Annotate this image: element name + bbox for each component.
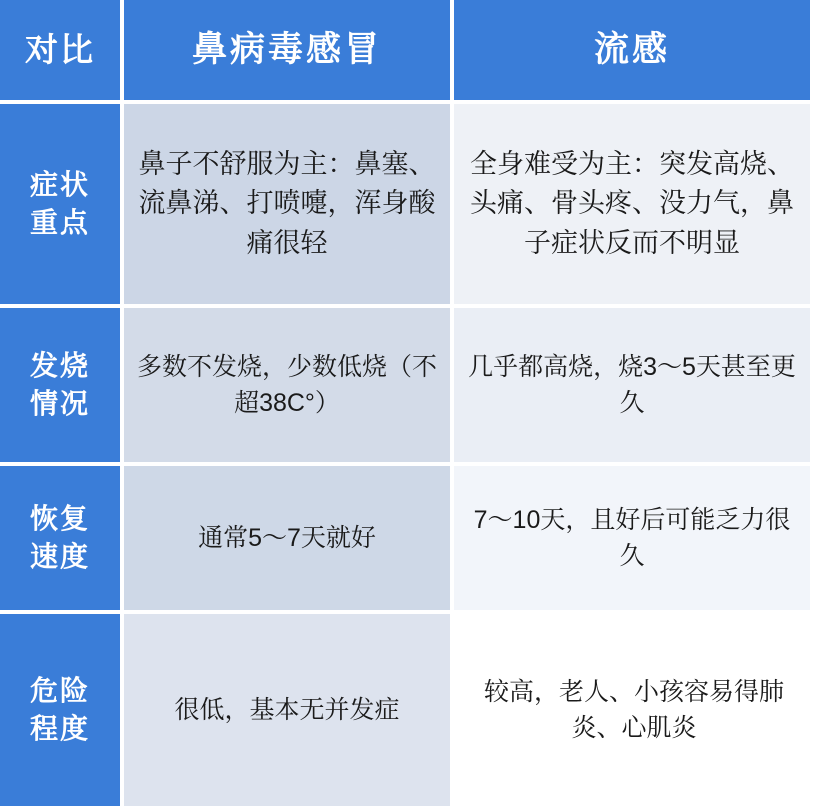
row-label-fever-line1: 发烧 bbox=[29, 350, 90, 382]
row-label-symptoms bbox=[0, 104, 124, 308]
cell-symptoms-rhinovirus: 鼻子不舒服为主：鼻塞、流鼻涕、打喷嚏，浑身酸痛很轻 bbox=[138, 149, 436, 258]
table-row bbox=[454, 104, 814, 308]
row-label-risk bbox=[0, 614, 124, 810]
cell-risk-influenza: 较高，老人、小孩容易得肺炎、心肌炎 bbox=[483, 677, 784, 742]
row-label-risk-line1: 危险 bbox=[29, 675, 90, 707]
table-row bbox=[124, 308, 454, 466]
cell-recovery-influenza: 7～10天，且好后可能乏力很久 bbox=[473, 505, 791, 570]
cell-fever-rhinovirus: 多数不发烧，少数低烧（不超38C°） bbox=[136, 352, 437, 417]
row-label-recovery-line1: 恢复 bbox=[29, 503, 90, 535]
row-label-risk-line2: 程度 bbox=[29, 713, 90, 744]
table-row bbox=[124, 614, 454, 810]
table-header-column-1: 鼻病毒感冒 bbox=[124, 0, 454, 104]
cell-risk-rhinovirus: 很低，基本无并发症 bbox=[174, 695, 400, 724]
table-row bbox=[124, 466, 454, 614]
table-header-corner: 对比 bbox=[0, 0, 124, 104]
cell-fever-influenza: 几乎都高烧，烧3～5天甚至更久 bbox=[468, 352, 796, 417]
row-label-symptoms-line1: 症状 bbox=[29, 169, 90, 201]
table-row bbox=[124, 104, 454, 308]
row-label-fever bbox=[0, 308, 124, 466]
row-label-recovery-line2: 速度 bbox=[29, 541, 90, 572]
table-row bbox=[454, 614, 814, 810]
row-label-recovery bbox=[0, 466, 124, 614]
row-label-symptoms-line2: 重点 bbox=[29, 207, 90, 238]
table-row bbox=[454, 466, 814, 614]
table-row bbox=[454, 308, 814, 466]
cell-symptoms-influenza: 全身难受为主：突发高烧、头痛、骨头疼、没力气，鼻子症状反而不明显 bbox=[470, 149, 794, 258]
cell-recovery-rhinovirus: 通常5～7天就好 bbox=[198, 523, 376, 552]
row-label-fever-line2: 情况 bbox=[29, 388, 90, 419]
table-header-column-2: 流感 bbox=[454, 0, 814, 104]
